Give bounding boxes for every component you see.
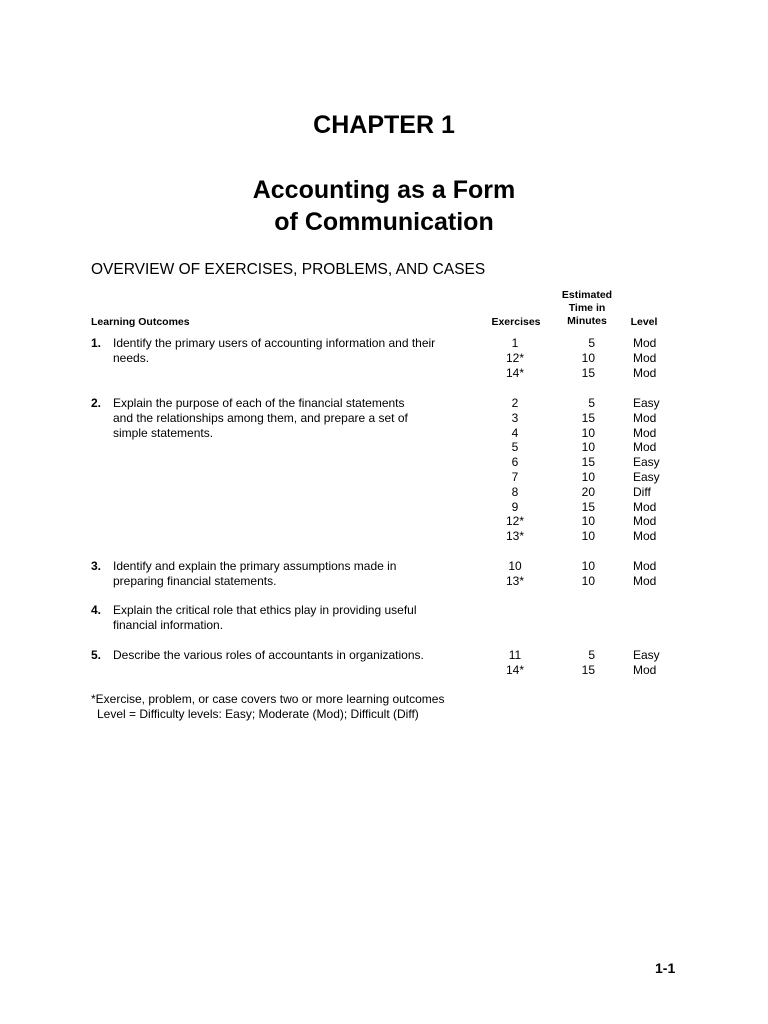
exercises-column-outcome-2 <box>490 396 540 544</box>
difficulty-level: Mod <box>633 499 657 514</box>
difficulty-level: Mod <box>633 573 657 588</box>
estimated-minutes: 10 <box>581 425 595 440</box>
exercises-column-outcome-3 <box>490 559 540 589</box>
chapter-title-line-1: Accounting as a Form <box>252 176 516 204</box>
exercise-number: 13* <box>505 529 525 544</box>
outcome-number: 4. <box>91 603 102 617</box>
footnotes <box>91 692 444 722</box>
exercise-number: 6 <box>511 455 519 470</box>
exercise-number: 7 <box>511 469 519 484</box>
difficulty-level: Mod <box>633 440 657 455</box>
exercises-column-outcome-5 <box>490 648 540 678</box>
difficulty-level: Diff <box>633 484 651 499</box>
outcome-number: 3. <box>91 559 102 573</box>
exercise-number: 13* <box>505 573 525 588</box>
difficulty-level: Mod <box>633 425 657 440</box>
estimated-minutes: 10 <box>581 529 595 544</box>
exercise-number: 12* <box>505 350 525 365</box>
estimated-minutes: 10 <box>581 559 595 573</box>
outcome-text-line: simple statements. <box>113 426 214 440</box>
outcome-text-line: needs. <box>113 351 150 365</box>
outcome-text-line: and the relationships among them, and prepare a set of <box>113 411 408 425</box>
estimated-minutes: 15 <box>581 365 595 380</box>
exercises-column-outcome-1 <box>490 336 540 380</box>
time-column-outcome-1 <box>555 336 595 380</box>
exercise-number: 4 <box>511 425 519 440</box>
estimated-minutes: 10 <box>581 469 595 484</box>
outcome-text <box>113 648 458 663</box>
estimated-time-header <box>552 289 622 328</box>
outcome-number: 2. <box>91 396 102 410</box>
footnote-level: Level = Difficulty levels: Easy; Moderate (Mod); Difficult (Diff) <box>97 707 419 721</box>
time-column-outcome-3 <box>555 559 595 589</box>
estimated-minutes: 15 <box>581 662 595 677</box>
chapter-title-line-2: of Communication <box>274 208 494 236</box>
difficulty-level: Mod <box>633 336 657 350</box>
outcome-text-line: Identify and explain the primary assumptions made in <box>113 559 397 573</box>
exercise-number: 5 <box>511 440 519 455</box>
estimated-minutes: 10 <box>581 440 595 455</box>
outcome-text <box>113 559 458 589</box>
outcome-text-line: preparing financial statements. <box>113 574 277 588</box>
estimated-time-header-line: Minutes <box>567 315 607 327</box>
chapter-title <box>0 174 768 238</box>
time-column-outcome-5 <box>555 648 595 678</box>
estimated-minutes: 5 <box>588 336 595 350</box>
difficulty-level: Mod <box>633 514 657 529</box>
estimated-minutes: 10 <box>581 573 595 588</box>
exercise-number: 8 <box>511 484 519 499</box>
difficulty-level: Mod <box>633 410 657 425</box>
exercise-number: 10 <box>508 559 522 573</box>
exercise-number: 14* <box>505 365 525 380</box>
exercise-number: 12* <box>505 514 525 529</box>
estimated-time-header-line: Estimated <box>561 289 613 301</box>
estimated-minutes: 15 <box>581 410 595 425</box>
difficulty-level: Easy <box>633 455 660 470</box>
level-column-outcome-5 <box>633 648 683 678</box>
footnote-star: *Exercise, problem, or case covers two or more learning outcomes <box>91 692 445 706</box>
difficulty-level: Easy <box>633 469 660 484</box>
estimated-minutes: 10 <box>581 350 595 365</box>
exercise-number: 14* <box>505 662 525 677</box>
estimated-minutes: 5 <box>588 648 595 662</box>
outcome-number: 5. <box>91 648 102 662</box>
outcome-text-line: Identify the primary users of accounting information and their <box>113 336 436 350</box>
estimated-time-header-line: Time in <box>568 302 606 314</box>
overview-heading: OVERVIEW OF EXERCISES, PROBLEMS, AND CASES <box>91 261 486 278</box>
estimated-minutes: 15 <box>581 499 595 514</box>
exercise-number: 3 <box>511 410 519 425</box>
time-column-outcome-2 <box>555 396 595 544</box>
outcome-text-line: financial information. <box>113 618 224 632</box>
difficulty-level: Mod <box>633 662 657 677</box>
level-column-outcome-2 <box>633 396 683 544</box>
difficulty-level: Mod <box>633 559 657 573</box>
exercise-number: 11 <box>508 648 522 662</box>
exercise-number: 2 <box>511 396 519 410</box>
page-number: 1-1 <box>655 960 676 976</box>
difficulty-level: Mod <box>633 350 657 365</box>
level-column-outcome-3 <box>633 559 683 589</box>
outcome-text <box>113 603 458 633</box>
outcome-text-line: Explain the purpose of each of the financial statements <box>113 396 405 410</box>
outcome-text-line: Explain the critical role that ethics play in providing useful <box>113 603 417 617</box>
outcome-number: 1. <box>91 336 102 350</box>
estimated-minutes: 5 <box>588 396 595 410</box>
outcome-text-line: Describe the various roles of accountants in organizations. <box>113 648 424 662</box>
estimated-minutes: 15 <box>581 455 595 470</box>
chapter-heading: CHAPTER 1 <box>313 111 455 139</box>
exercises-header: Exercises <box>491 316 541 328</box>
outcome-text <box>113 396 458 441</box>
estimated-minutes: 20 <box>581 484 595 499</box>
difficulty-level: Mod <box>633 529 657 544</box>
estimated-minutes: 10 <box>581 514 595 529</box>
exercise-number: 1 <box>511 336 519 350</box>
outcome-text <box>113 336 458 366</box>
difficulty-level: Easy <box>633 396 660 410</box>
learning-outcomes-header: Learning Outcomes <box>91 316 190 328</box>
level-column-outcome-1 <box>633 336 683 380</box>
difficulty-level: Easy <box>633 648 660 662</box>
difficulty-level: Mod <box>633 365 657 380</box>
exercise-number: 9 <box>511 499 519 514</box>
level-header: Level <box>630 316 658 328</box>
